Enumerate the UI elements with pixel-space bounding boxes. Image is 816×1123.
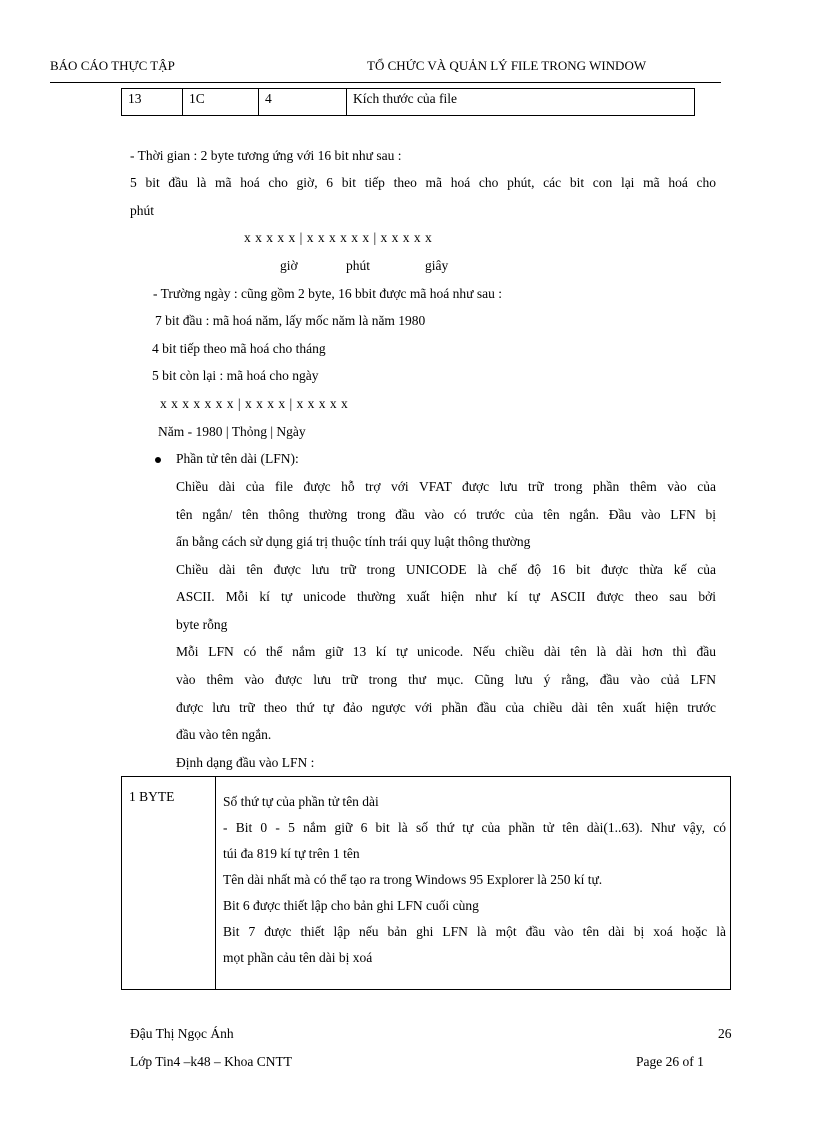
table-row [122, 89, 695, 116]
date-bit-layout: x x x x x x x | x x x x | x x x x x [160, 396, 349, 411]
table-cell-byte: 1 BYTE [122, 777, 216, 990]
table-cell-offset: 13 [122, 89, 183, 116]
footer-page-of: Page 26 of 1 [636, 1054, 704, 1069]
table-desc-line: Tên dài nhất mà có thể tạo ra trong Windows 95 Explorer là 250 kí tự. [223, 872, 603, 887]
table-desc-line: mọt phần cảu tên dài bị xoá [223, 950, 373, 965]
table-cell-byte-description [216, 777, 731, 990]
text-line: 4 bit tiếp theo mã hoá cho tháng [152, 341, 326, 356]
text-line: 7 bit đầu : mã hoá năm, lấy mốc năm là năm 1980 [155, 313, 426, 328]
footer-page-number: 26 [718, 1026, 732, 1041]
text-line: ASCII. Mỗi kí tự unicode thường xuất hiện như kí tự ASCII được theo sau bởi [176, 589, 716, 604]
date-bit-labels: Năm - 1980 | Thỏng | Ngày [158, 424, 306, 439]
table-cell-description: Kích thước của file [347, 89, 695, 116]
text-line: byte rỗng [176, 617, 228, 632]
time-label-hour: giờ [280, 258, 298, 273]
time-label-second: giây [425, 258, 449, 273]
section-heading: Phần tử tên dài (LFN): [176, 451, 299, 466]
bullet-icon [155, 457, 161, 463]
text-line: Định dạng đầu vào LFN : [176, 755, 315, 770]
table-desc-line: Bit 6 được thiết lập cho bản ghi LFN cuối cùng [223, 898, 479, 913]
table-desc-line: - Bit 0 - 5 nắm giữ 6 bit là số thứ tự của phần tử tên dài(1..63). Như vậy, có [223, 820, 726, 835]
table-desc-line: Số thứ tự của phần tử tên dài [223, 794, 379, 809]
text-line: - Thời gian : 2 byte tương ứng với 16 bit như sau : [130, 148, 402, 163]
text-line: phút [130, 203, 155, 218]
text-line: 5 bit đầu là mã hoá cho giờ, 6 bit tiếp theo mã hoá cho phút, các bit con lại mã hoá cho [130, 175, 716, 190]
table-desc-line: Bit 7 được thiết lập nếu bản ghi LFN là một đầu vào tên dài bị xoá hoặc là [223, 924, 726, 939]
text-line: Chiều dài tên được lưu trữ trong UNICODE là chế độ 16 bit được thừa kế của [176, 562, 716, 577]
text-line: - Trường ngày : cũng gồm 2 byte, 16 bbit được mã hoá như sau : [153, 286, 502, 301]
table-row [122, 777, 731, 990]
table-cell-hex: 1C [183, 89, 259, 116]
lfn-format-table [121, 776, 731, 990]
text-line: Chiều dài của file được hỗ trợ với VFAT được lưu trữ trong phần thêm vào của [176, 479, 716, 494]
time-label-minute: phút [346, 258, 371, 273]
table-desc-line: túi đa 819 kí tự trên 1 tên [223, 846, 360, 861]
header-rule [50, 82, 721, 83]
top-table [121, 88, 695, 116]
footer-class-info: Lớp Tin4 –k48 – Khoa CNTT [130, 1054, 293, 1069]
time-bit-layout: x x x x x | x x x x x x | x x x x x [244, 230, 433, 245]
text-line: 5 bit còn lại : mã hoá cho ngày [152, 368, 319, 383]
footer-author: Đậu Thị Ngọc Ánh [130, 1026, 234, 1041]
header-right: TỔ CHỨC VÀ QUẢN LÝ FILE TRONG WINDOW [367, 58, 647, 73]
table-cell-size: 4 [259, 89, 347, 116]
text-line: vào thêm vào được lưu trữ trong thư mục. Cũng lưu ý rằng, đầu vào củả LFN [176, 672, 716, 687]
header-left: BÁO CÁO THỰC TẬP [50, 58, 175, 73]
text-line: tên ngắn/ tên thông thường trong đầu vào có trước của tên ngắn. Đầu vào LFN bị [176, 507, 716, 522]
text-line: Mỗi LFN có thể nắm giữ 13 kí tự unicode. Nếu chiều dài tên là dài hơn thì đầu [176, 644, 716, 659]
text-line: ẩn bằng cách sử dụng giá trị thuộc tính trái quy luật thông thường [176, 534, 531, 549]
text-line: đầu vào tên ngắn. [176, 727, 272, 742]
text-line: được lưu trữ theo thứ tự đảo ngược với phần đầu của chiều dài tên xuất hiện trước [176, 700, 716, 715]
